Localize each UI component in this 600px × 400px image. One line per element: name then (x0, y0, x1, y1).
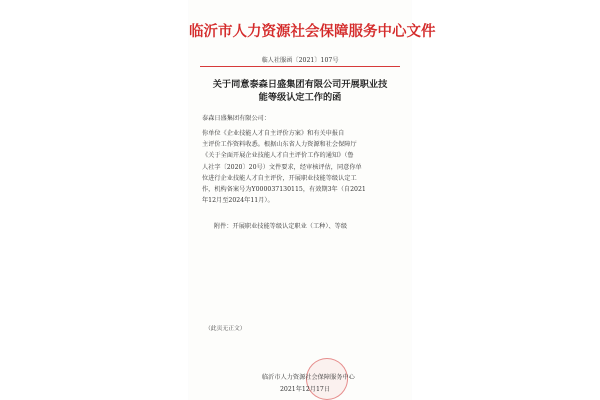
addressee: 泰森日盛集团有限公司： (202, 115, 271, 122)
signing-organization: 临沂市人力资源社会保障服务中心 (262, 374, 355, 381)
attachment-note: 附件：开展职业技能等级认定职业（工种）、等级 (214, 223, 348, 230)
red-divider-line (200, 66, 400, 67)
body-line: 主评价工作资料收悉。根据山东省人力资源和社会保障厅 (202, 141, 357, 149)
body-line: 作，机构备案号为Y000037130115，有效期3年（自2021 (202, 186, 366, 194)
body-line: 《关于全面开展企业技能人才自主评价工作的通知》（鲁 (202, 152, 354, 160)
blank-page-note: （此页无正文） (205, 326, 246, 332)
body-line: 年12月至2024年11月）。 (202, 197, 274, 205)
subject-line: 能等级认定工作的函 (258, 92, 342, 103)
document-header-title: 临沂市人力资源社会保障服务中心文件 (189, 24, 436, 40)
body-text (202, 128, 392, 206)
signing-date: 2021年12月17日 (280, 386, 331, 393)
subject-line: 关于同意泰森日盛集团有限公司开展职业技 (212, 79, 388, 90)
body-line: 位进行企业技能人才自主评价，开展职业技能等级认定工 (202, 174, 357, 182)
document-subject (189, 78, 411, 104)
body-line: 你单位《企业技能人才自主评价方案》和有关申报自 (202, 130, 345, 137)
document-number: 临人社服函〔2021〕107号 (261, 57, 339, 64)
body-line: 人社字〔2020〕20号）文件要求，经审核评估，同意你单 (202, 163, 362, 171)
